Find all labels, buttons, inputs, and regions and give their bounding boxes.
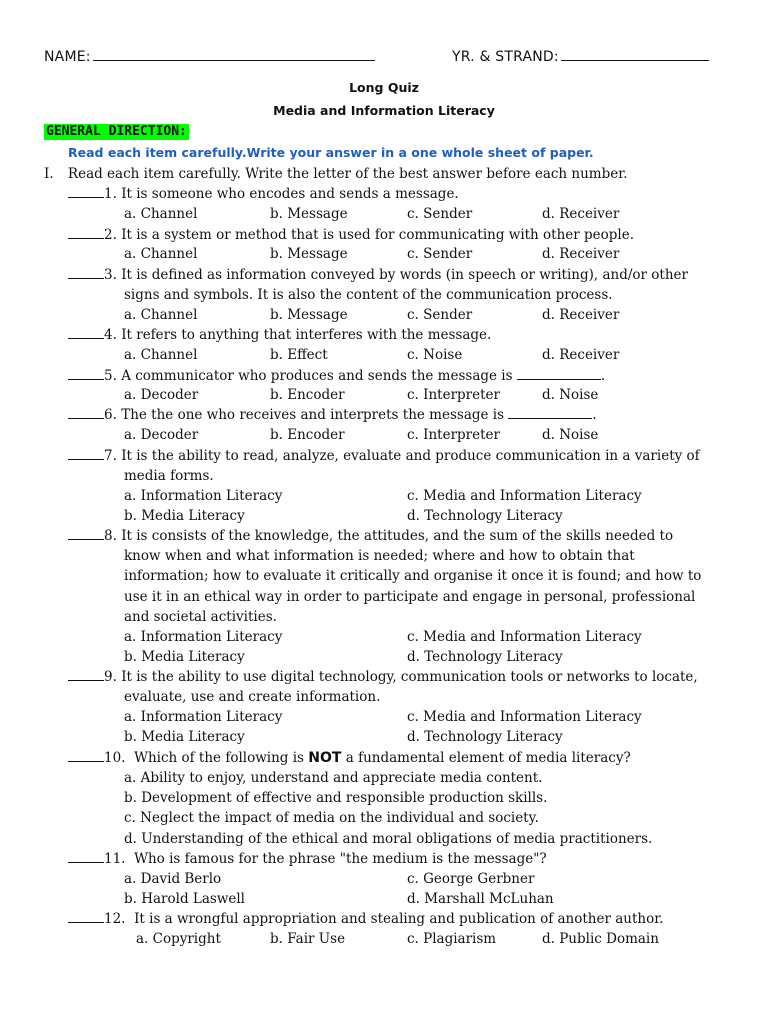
answer-blank-3[interactable] xyxy=(68,266,104,279)
q8-option-b: b. Media Literacy xyxy=(124,649,245,665)
q11-option-a: a. David Berlo xyxy=(124,871,222,887)
question-6: 6. The the one who receives and interprets the message is . xyxy=(68,406,597,424)
answer-blank-4[interactable] xyxy=(68,326,104,339)
q1-option-b: b. Message xyxy=(270,206,348,222)
yr-strand-blank[interactable] xyxy=(561,48,709,61)
q12-option-d: d. Public Domain xyxy=(542,931,659,947)
q10-option-d: d. Understanding of the ethical and moral obligations of media practitioners. xyxy=(124,831,653,847)
question-9: 9. It is the ability to use digital technology, communication tools or networks to locate, xyxy=(68,668,698,686)
q7-option-d: d. Technology Literacy xyxy=(407,508,563,524)
question-7-cont: media forms. xyxy=(124,468,214,484)
question-9-cont: evaluate, use and create information. xyxy=(124,689,381,705)
answer-blank-8[interactable] xyxy=(68,527,104,540)
q8-option-c: c. Media and Information Literacy xyxy=(407,629,642,645)
q1-option-c: c. Sender xyxy=(407,206,473,222)
answer-blank-6[interactable] xyxy=(68,406,104,419)
answer-blank-9[interactable] xyxy=(68,668,104,681)
question-8-cont-4: and societal activities. xyxy=(124,609,277,625)
q6-option-a: a. Decoder xyxy=(124,427,199,443)
question-7: 7. It is the ability to read, analyze, evaluate and produce communication in a variety of xyxy=(68,447,700,465)
quiz-title: Long Quiz xyxy=(349,80,419,95)
general-direction-heading: GENERAL DIRECTION: xyxy=(46,124,187,139)
q4-option-c: c. Noise xyxy=(407,347,463,363)
instruction-text: Read each item carefully.Write your answer in a one whole sheet of paper. xyxy=(68,145,594,160)
answer-blank-11[interactable] xyxy=(68,850,104,863)
q4-option-d: d. Receiver xyxy=(542,347,620,363)
q1-option-d: d. Receiver xyxy=(542,206,620,222)
q12-option-c: c. Plagiarism xyxy=(407,931,497,947)
question-1: 1. It is someone who encodes and sends a message. xyxy=(68,185,459,203)
q5-option-d: d. Noise xyxy=(542,387,599,403)
question-8-cont-2: information; how to evaluate it critically and organise it once it is found; and how to xyxy=(124,568,702,584)
q11-option-b: b. Harold Laswell xyxy=(124,891,245,907)
question-4: 4. It refers to anything that interferes with the message. xyxy=(68,326,491,344)
q3-option-a: a. Channel xyxy=(124,307,198,323)
subject-title: Media and Information Literacy xyxy=(273,103,495,118)
q9-option-c: c. Media and Information Literacy xyxy=(407,709,642,725)
question-8-cont-1: know when and what information is needed; where and how to obtain that xyxy=(124,548,635,564)
not-emphasis: NOT xyxy=(308,750,342,766)
q1-option-a: a. Channel xyxy=(124,206,198,222)
question-2: 2. It is a system or method that is used for communicating with other people. xyxy=(68,226,634,244)
answer-blank-5[interactable] xyxy=(68,367,104,380)
q3-option-b: b. Message xyxy=(270,307,348,323)
section-heading xyxy=(44,166,628,182)
q2-option-c: c. Sender xyxy=(407,246,473,262)
q4-option-a: a. Channel xyxy=(124,347,198,363)
name-blank[interactable] xyxy=(93,48,375,61)
q9-option-a: a. Information Literacy xyxy=(124,709,283,725)
name-label: NAME: xyxy=(44,49,91,65)
question-3: 3. It is defined as information conveyed by words (in speech or writing), and/or other xyxy=(68,266,688,284)
q7-option-b: b. Media Literacy xyxy=(124,508,245,524)
q5-option-b: b. Encoder xyxy=(270,387,345,403)
q11-option-d: d. Marshall McLuhan xyxy=(407,891,554,907)
section-text: Read each item carefully. Write the letter of the best answer before each number. xyxy=(67,166,628,182)
question-8: 8. It is consists of the knowledge, the attitudes, and the sum of the skills needed to xyxy=(68,527,673,545)
name-field[interactable] xyxy=(44,48,375,65)
q12-option-a: a. Copyright xyxy=(136,931,221,947)
q6-option-c: c. Interpreter xyxy=(407,427,500,443)
q2-option-b: b. Message xyxy=(270,246,348,262)
q6-option-b: b. Encoder xyxy=(270,427,345,443)
answer-blank-10[interactable] xyxy=(68,749,104,762)
question-8-cont-3: use it in an ethical way in order to participate and engage in personal, professional xyxy=(124,589,696,605)
section-numeral: I. xyxy=(44,166,54,182)
q5-option-c: c. Interpreter xyxy=(407,387,500,403)
question-12: 12. It is a wrongful appropriation and stealing and publication of another author. xyxy=(68,910,664,928)
answer-blank-12[interactable] xyxy=(68,910,104,923)
q10-option-a: a. Ability to enjoy, understand and appreciate media content. xyxy=(124,770,543,786)
q7-option-a: a. Information Literacy xyxy=(124,488,283,504)
q3-option-c: c. Sender xyxy=(407,307,473,323)
answer-blank-7[interactable] xyxy=(68,447,104,460)
q3-option-d: d. Receiver xyxy=(542,307,620,323)
answer-blank-1[interactable] xyxy=(68,185,104,198)
yr-strand-label: YR. & STRAND: xyxy=(452,49,559,65)
q6-option-d: d. Noise xyxy=(542,427,599,443)
q5-fill-blank xyxy=(517,367,601,380)
q8-option-a: a. Information Literacy xyxy=(124,629,283,645)
q2-option-a: a. Channel xyxy=(124,246,198,262)
q8-option-d: d. Technology Literacy xyxy=(407,649,563,665)
question-10: 10. Which of the following is NOT a fundamental element of media literacy? xyxy=(68,749,631,767)
q10-option-c: c. Neglect the impact of media on the individual and society. xyxy=(124,810,539,826)
question-3-cont: signs and symbols. It is also the content of the communication process. xyxy=(124,287,613,303)
q9-option-b: b. Media Literacy xyxy=(124,729,245,745)
question-5: 5. A communicator who produces and sends the message is . xyxy=(68,367,605,385)
q2-option-d: d. Receiver xyxy=(542,246,620,262)
q9-option-d: d. Technology Literacy xyxy=(407,729,563,745)
yr-strand-field[interactable] xyxy=(452,48,709,65)
q5-option-a: a. Decoder xyxy=(124,387,199,403)
q11-option-c: c. George Gerbner xyxy=(407,871,535,887)
q6-fill-blank xyxy=(508,406,592,419)
q10-option-b: b. Development of effective and responsible production skills. xyxy=(124,790,548,806)
q12-option-b: b. Fair Use xyxy=(270,931,346,947)
q4-option-b: b. Effect xyxy=(270,347,328,363)
answer-blank-2[interactable] xyxy=(68,226,104,239)
q7-option-c: c. Media and Information Literacy xyxy=(407,488,642,504)
question-11: 11. Who is famous for the phrase "the medium is the message"? xyxy=(68,850,547,868)
